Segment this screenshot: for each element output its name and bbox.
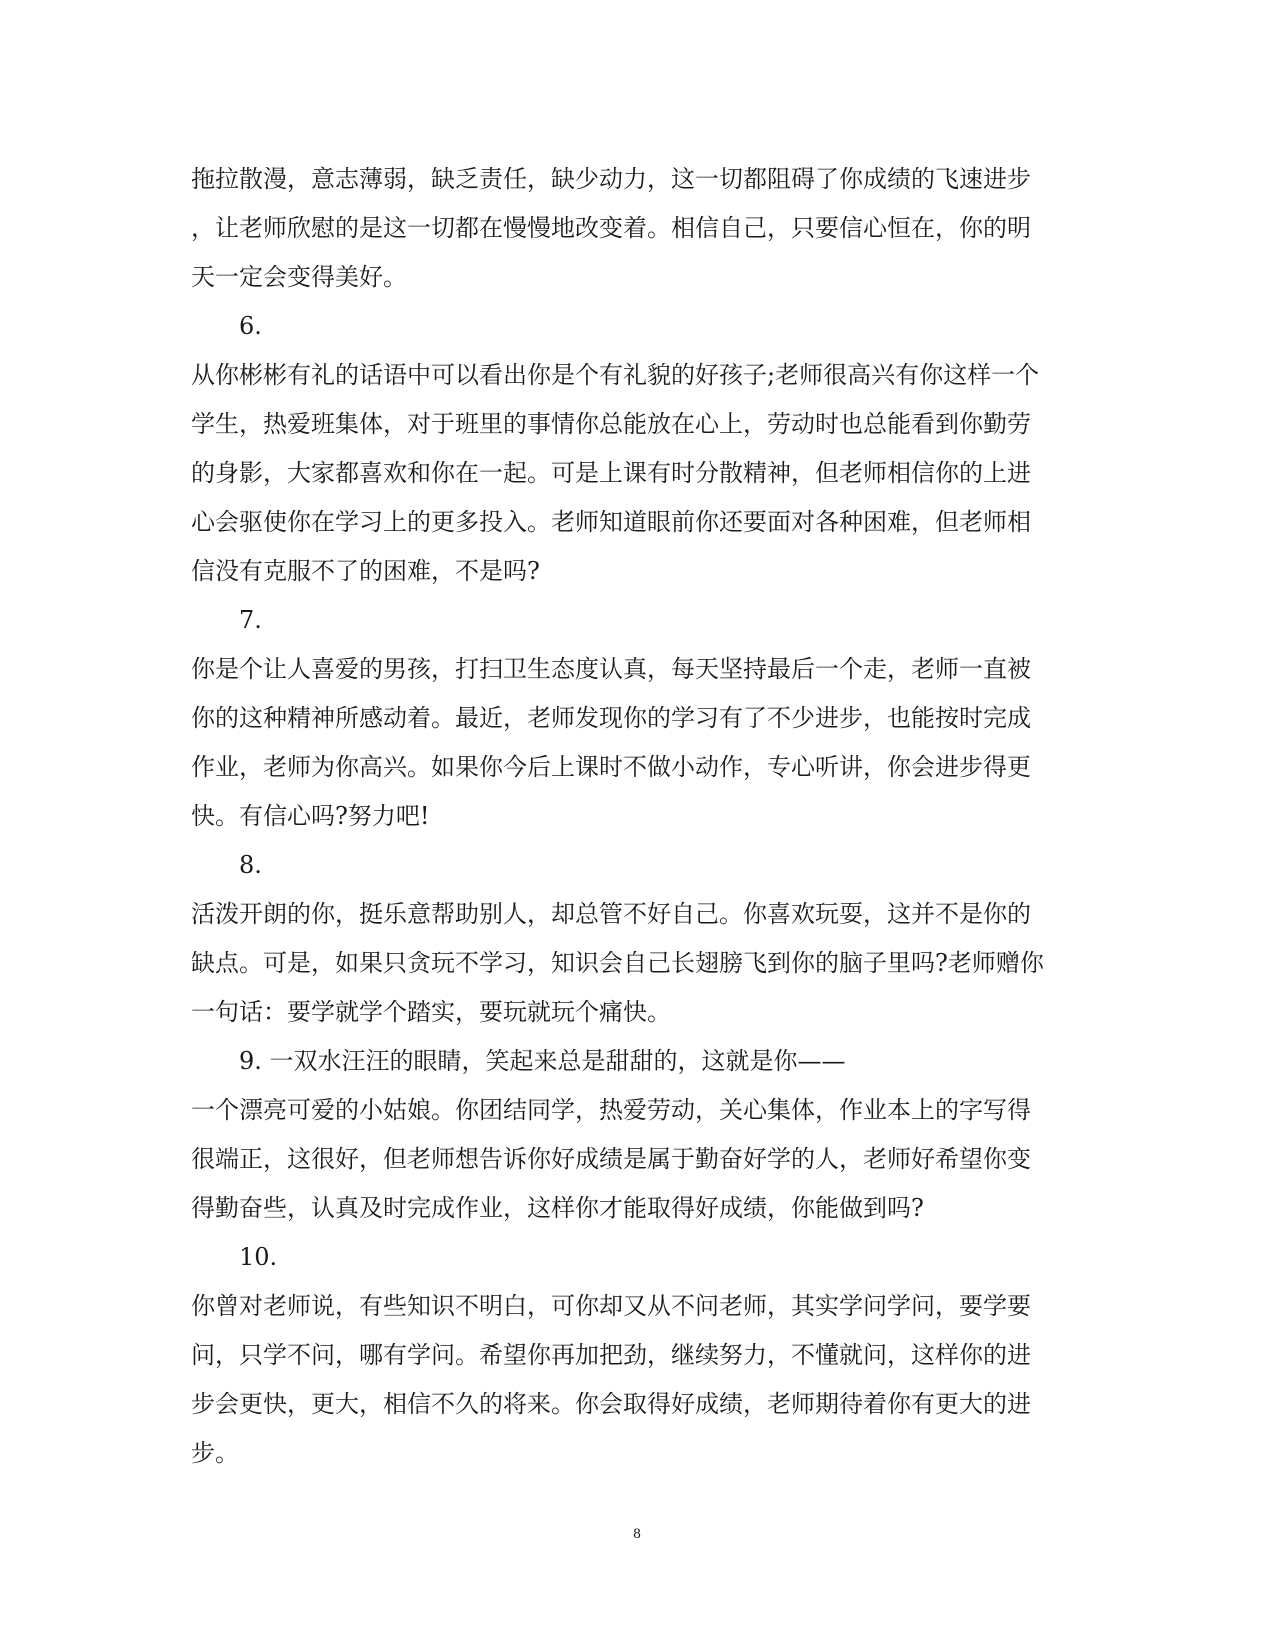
text-line: 学生，热爱班集体，对于班里的事情你总能放在心上，劳动时也总能看到你勤劳 bbox=[191, 410, 1031, 438]
text-line: 信没有克服不了的困难，不是吗? bbox=[191, 557, 540, 585]
text-line: 你是个让人喜爱的男孩，打扫卫生态度认真，每天坚持最后一个走，老师一直被 bbox=[191, 655, 1031, 683]
document-body bbox=[191, 155, 1091, 1478]
text-line: 天一定会变得美好。 bbox=[191, 263, 407, 291]
text-line: 拖拉散漫，意志薄弱，缺乏责任，缺少动力，这一切都阻碍了你成绩的飞速进步 bbox=[191, 165, 1031, 193]
text-line: 活泼开朗的你，挺乐意帮助别人，却总管不好自己。你喜欢玩耍，这并不是你的 bbox=[191, 900, 1031, 928]
text-line: 一个漂亮可爱的小姑娘。你团结同学，热爱劳动，关心集体，作业本上的字写得 bbox=[191, 1096, 1031, 1124]
item-number-line: 8. bbox=[239, 851, 262, 879]
item-number-line: 7. bbox=[239, 606, 262, 634]
text-line: 从你彬彬有礼的话语中可以看出你是个有礼貌的好孩子;老师很高兴有你这样一个 bbox=[191, 361, 1040, 389]
item-number-line: 10. bbox=[239, 1243, 278, 1271]
text-line: 步。 bbox=[191, 1439, 239, 1467]
text-line: 你的这种精神所感动着。最近，老师发现你的学习有了不少进步，也能按时完成 bbox=[191, 704, 1031, 732]
text-line: 一句话：要学就学个踏实，要玩就玩个痛快。 bbox=[191, 998, 671, 1026]
text-line: 你曾对老师说，有些知识不明白，可你却又从不问老师，其实学问学问，要学要 bbox=[191, 1292, 1031, 1320]
text-line: 心会驱使你在学习上的更多投入。老师知道眼前你还要面对各种困难，但老师相 bbox=[191, 508, 1031, 536]
text-line: 得勤奋些，认真及时完成作业，这样你才能取得好成绩，你能做到吗? bbox=[191, 1194, 924, 1222]
text-line: 缺点。可是，如果只贪玩不学习，知识会自己长翅膀飞到你的脑子里吗?老师赠你 bbox=[191, 949, 1044, 977]
text-line: 步会更快，更大，相信不久的将来。你会取得好成绩，老师期待着你有更大的进 bbox=[191, 1390, 1031, 1418]
text-line: 快。有信心吗?努力吧! bbox=[191, 802, 430, 830]
page-number: 8 bbox=[633, 1526, 641, 1542]
text-line: 问，只学不问，哪有学问。希望你再加把劲，继续努力，不懂就问，这样你的进 bbox=[191, 1341, 1031, 1369]
text-line: ，让老师欣慰的是这一切都在慢慢地改变着。相信自己，只要信心恒在，你的明 bbox=[191, 214, 1031, 242]
text-line: 很端正，这很好，但老师想告诉你好成绩是属于勤奋好学的人，老师好希望你变 bbox=[191, 1145, 1031, 1173]
item-number-line: 9. 一双水汪汪的眼睛，笑起来总是甜甜的，这就是你—— bbox=[239, 1047, 846, 1075]
text-line: 作业，老师为你高兴。如果你今后上课时不做小动作，专心听讲，你会进步得更 bbox=[191, 753, 1031, 781]
text-line: 的身影，大家都喜欢和你在一起。可是上课有时分散精神，但老师相信你的上进 bbox=[191, 459, 1031, 487]
item-number-line: 6. bbox=[239, 312, 262, 340]
